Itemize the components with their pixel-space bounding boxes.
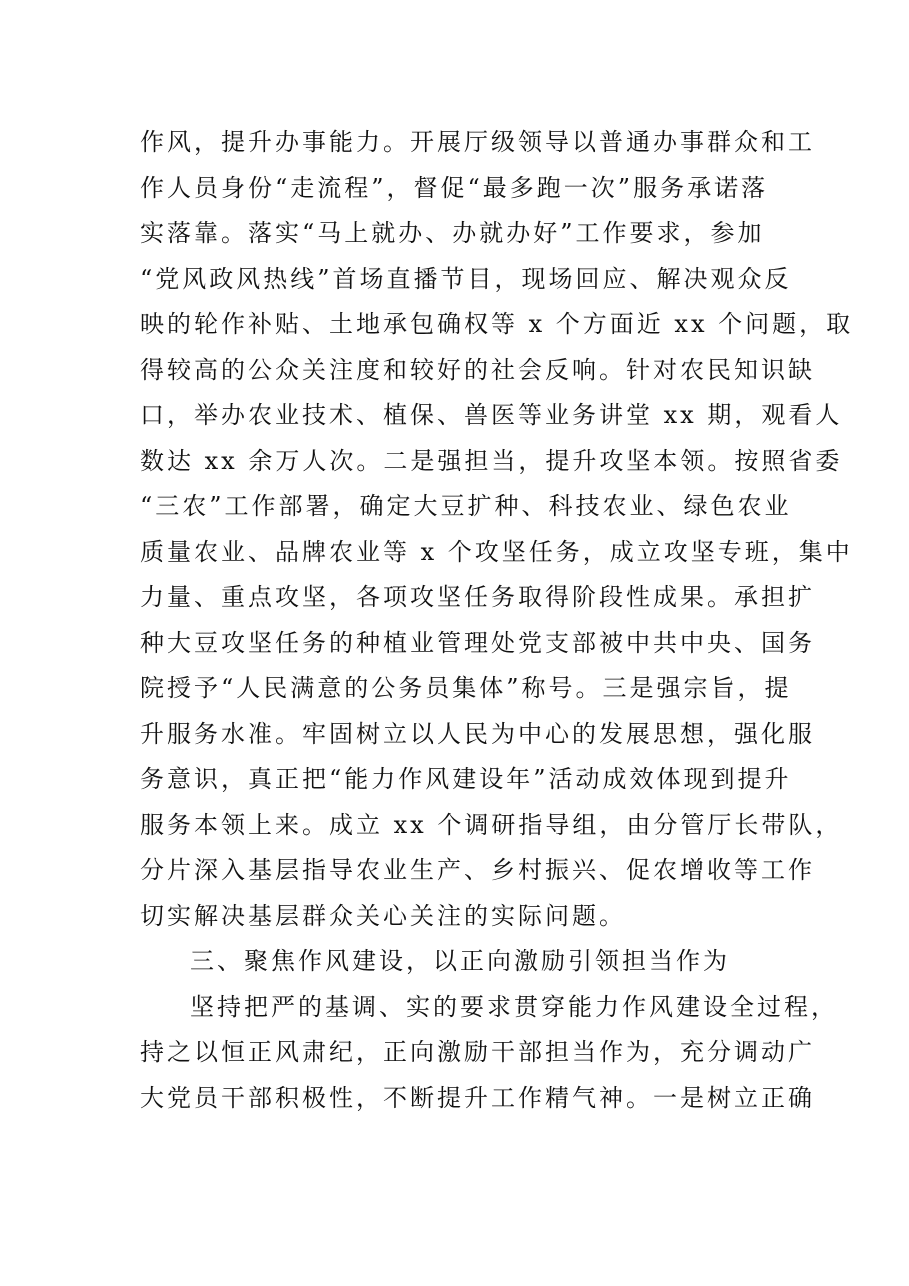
body-text: [140, 120, 854, 1121]
text-line: 数达 xx 余万人次。二是强担当，提升攻坚本领。按照省委: [140, 446, 843, 475]
text-line: “三农”工作部署，确定大豆扩种、科技农业、绿色农业: [140, 492, 792, 520]
text-line: 映的轮作补贴、土地承包确权等 x 个方面近 xx 个问题，取: [140, 310, 854, 338]
text-line: 作风，提升办事能力。开展厅级领导以普通办事群众和工: [140, 128, 815, 156]
text-line: 院授予“人民满意的公务员集体”称号。三是强宗旨，提: [140, 674, 792, 702]
text-line: “党风政风热线”首场直播节目，现场回应、解决观众反: [140, 264, 792, 293]
section-heading: 三、聚焦作风建设，以正向激励引领担当作为: [190, 947, 730, 975]
text-line: 种大豆攻坚任务的种植业管理处党支部被中共中央、国务: [140, 628, 815, 657]
text-line: 服务本领上来。成立 xx 个调研指导组，由分管厅长带队，: [140, 810, 843, 839]
text-line: 口，举办农业技术、植保、兽医等业务讲堂 xx 期，观看人: [140, 401, 843, 429]
text-line: 作人员身份“走流程”，督促“最多跑一次”服务承诺落: [140, 173, 769, 202]
text-line: 大党员干部积极性，不断提升工作精气神。一是树立正确: [140, 1083, 815, 1112]
text-line: 力量、重点攻坚，各项攻坚任务取得阶段性成果。承担扩: [140, 583, 815, 611]
text-line: 切实解决基层群众关心关注的实际问题。: [140, 901, 626, 930]
text-line: 实落靠。落实“马上就办、办就办好”工作要求，参加: [140, 219, 765, 247]
text-line: 质量农业、品牌农业等 x 个攻坚任务，成立攻坚专班，集中: [140, 537, 853, 566]
text-line: 分片深入基层指导农业生产、乡村振兴、促农增收等工作: [140, 856, 815, 884]
text-line: 得较高的公众关注度和较好的社会反响。针对农民知识缺: [140, 355, 815, 384]
text-line: 务意识，真正把“能力作风建设年”活动成效体现到提升: [140, 765, 792, 793]
text-line: 持之以恒正风肃纪，正向激励干部担当作为，充分调动广: [140, 1038, 815, 1066]
paragraph-first-line: 坚持把严的基调、实的要求贯穿能力作风建设全过程，: [190, 992, 838, 1021]
text-line: 升服务水准。牢固树立以人民为中心的发展思想，强化服: [140, 719, 815, 748]
